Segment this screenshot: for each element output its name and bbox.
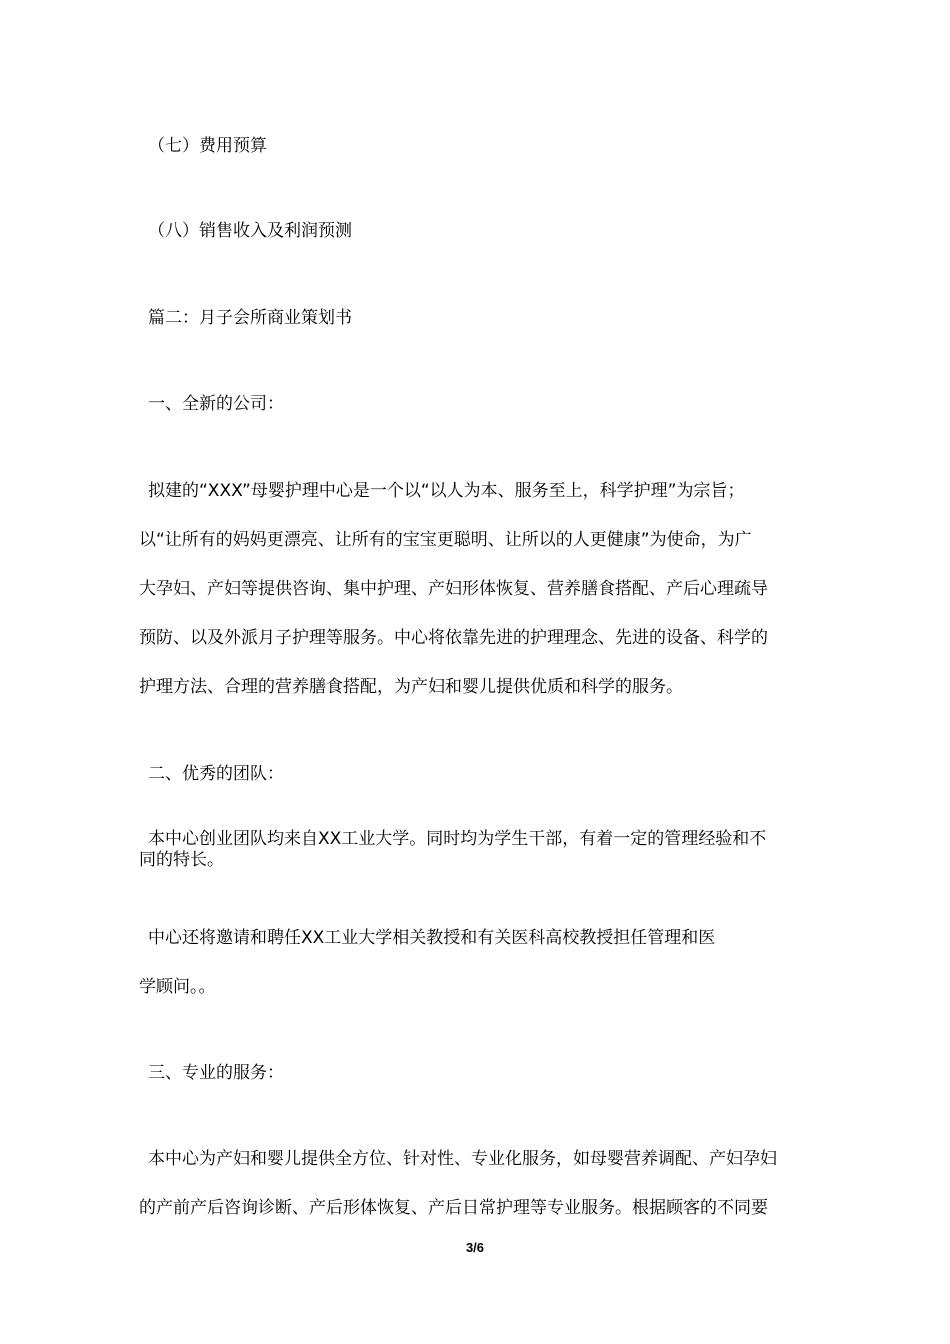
- paragraph-line: 的产前产后咨询诊断、产后形体恢复、产后日常护理等专业服务。根据顾客的不同要: [139, 1198, 768, 1218]
- paragraph-line: 以“让所有的妈妈更漂亮、让所有的宝宝更聪明、让所以的人更健康”为使命，为广: [139, 530, 752, 550]
- paragraph-line: 中心还将邀请和聘任XX工业大学相关教授和有关医科高校教授担任管理和医: [148, 928, 716, 948]
- heading-sales-profit-forecast: （八）销售收入及利润预测: [148, 221, 352, 241]
- paragraph-line: 本中心创业团队均来自XX工业大学。同时均为学生干部，有着一定的管理经验和不: [148, 829, 767, 849]
- paragraph-line: 预防、以及外派月子护理等服务。中心将依靠先进的护理理念、先进的设备、科学的: [139, 628, 768, 648]
- paragraph-line: 本中心为产妇和婴儿提供全方位、针对性、专业化服务，如母婴营养调配、产妇孕妇: [148, 1149, 777, 1169]
- heading-section-one: 一、全新的公司：: [148, 394, 284, 414]
- paragraph-line: 同的特长。: [139, 850, 224, 870]
- page-number: 3/6: [465, 1240, 485, 1255]
- heading-part-two-title: 篇二：月子会所商业策划书: [148, 308, 352, 328]
- paragraph-line: 护理方法、合理的营养膳食搭配，为产妇和婴儿提供优质和科学的服务。: [139, 677, 683, 697]
- paragraph-line: 拟建的“XXX”母婴护理中心是一个以“以人为本、服务至上，科学护理”为宗旨；: [148, 481, 745, 501]
- heading-cost-budget: （七）费用预算: [148, 136, 267, 156]
- paragraph-line: 学顾问。。: [139, 977, 216, 997]
- heading-section-three: 三、专业的服务：: [148, 1063, 284, 1083]
- paragraph-line: 大孕妇、产妇等提供咨询、集中护理、产妇形体恢复、营养膳食搭配、产后心理疏导: [139, 579, 768, 599]
- heading-section-two: 二、优秀的团队：: [148, 764, 284, 784]
